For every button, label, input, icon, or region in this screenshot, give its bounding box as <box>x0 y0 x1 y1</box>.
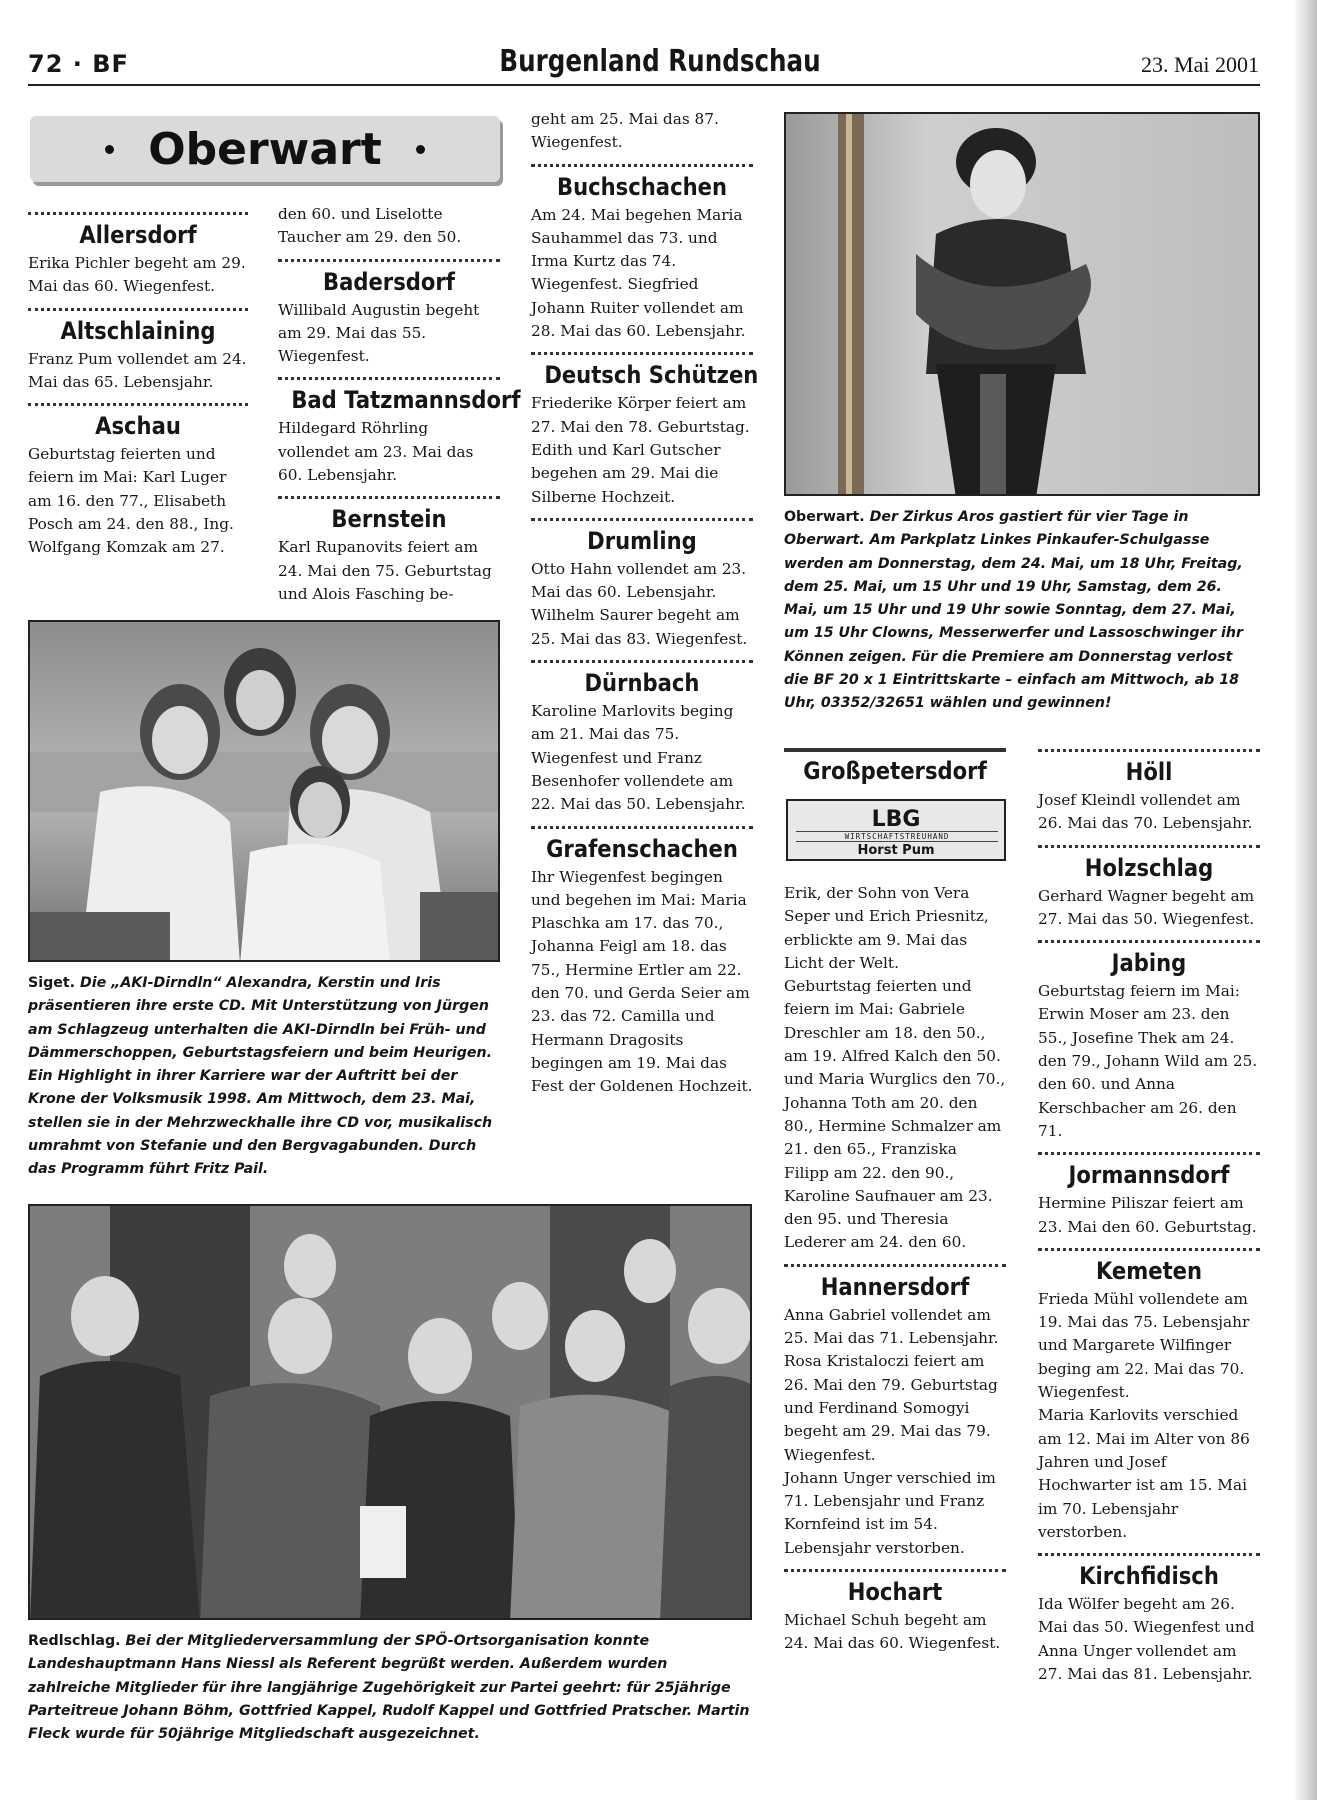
text-hannersdorf-1: Anna Gabriel vollendet am 25. Mai das 71. Lebensjahr. Rosa Kristaloczi feiert am 26. Mai den 79. Geburtstag und Ferdinand Somogyi begeht am 29. Mai das 79. Wiegenfest. <box>784 1305 999 1464</box>
caption-redlschlag-text: Bei der Mitgliederversammlung der SPÖ-Ortsorganisation konnte Landeshauptmann Hans Niessl als Referent begrüßt werden. Außerdem wurden zahlreiche Mitglieder für ihre langjährige Zugehörigkeit zur Partei geehrt: für 25jährige Parteitreue Johann Böhm, Gottfried Kappel, Rudolf Kappel und Gottfried Pratscher. Martin Fleck wurde für 50jährige Mitgliedschaft ausgezeichnet. <box>28 1633 750 1743</box>
text-allersdorf: Erika Pichler begeht am 29. Mai das 60. Wiegenfest. <box>28 254 246 296</box>
text-holzschlag: Gerhard Wagner begeht am 27. Mai das 50. Wiegenfest. <box>1038 886 1255 928</box>
dotted-separator <box>278 259 500 262</box>
heading-aschau: Aschau <box>95 412 181 441</box>
text-grafenschachen: Ihr Wiegenfest begingen und begehen im Mai: Maria Plaschka am 17. das 70., Johanna Feigl am 18. das 75., Hermine Ertler am 22. den 70. und Gerda Seier am 23. das 72. Camilla und Hermann Dragosits begingen am 19. Mai das Fest der Goldenen Hochzeit. <box>531 867 753 1096</box>
heading-bernstein: Bernstein <box>331 505 447 534</box>
heading-badersdorf: Badersdorf <box>322 267 455 296</box>
text-deutsch-schuetzen: Friederike Körper feiert am 27. Mai den 78. Geburtstag. Edith und Karl Gutscher begehen am 29. Mai die Silberne Hochzeit. <box>531 394 750 506</box>
column-3 <box>531 108 759 1099</box>
bullet-icon <box>416 145 425 154</box>
bullet-icon <box>105 145 114 154</box>
column-4 <box>784 754 1006 788</box>
caption-oberwart <box>784 506 1260 716</box>
heading-grosspetersdorf: Großpetersdorf <box>803 757 987 785</box>
text-jabing: Geburtstag feiern im Mai: Erwin Moser am 23. den 55., Josefine Thek am 24. den 79., Johann Wild am 25. den 60. und Anna Kerschbacher am 26. den 71. <box>1038 982 1258 1140</box>
newspaper-title: Burgenland Rundschau <box>499 44 821 79</box>
dotted-separator <box>1038 845 1260 848</box>
dotted-separator <box>531 164 753 167</box>
photo-oberwart <box>784 112 1260 496</box>
column-2 <box>278 203 521 606</box>
dotted-separator <box>531 826 753 829</box>
caption-oberwart-place: Oberwart. <box>784 509 865 525</box>
advert-logo-subtitle: WIRTSCHAFTSTREUHAND <box>796 831 998 842</box>
text-badersdorf: Willibald Augustin begeht am 29. Mai das 55. Wiegenfest. <box>278 300 480 366</box>
caption-redlschlag-place: Redlschlag. <box>28 1633 121 1649</box>
dotted-separator <box>531 660 753 663</box>
heading-deutsch-schuetzen: Deutsch Schützen <box>544 361 759 390</box>
heading-jabing: Jabing <box>1111 949 1187 978</box>
heading-hochart: Hochart <box>847 1578 943 1607</box>
text-buchschachen: Am 24. Mai begehen Maria Sauhammel das 73. und Irma Kurtz das 74. Wiegenfest. Siegfried Johann Ruiter vollendet am 28. Mai das 60. Lebensjahr. <box>531 205 746 341</box>
heading-drumling: Drumling <box>587 526 697 555</box>
header-rule <box>28 84 1260 86</box>
caption-oberwart-text: Der Zirkus Aros gastiert für vier Tage in Oberwart. Am Parkplatz Linkes Pinkaufer-Schulgasse werden am Donnerstag, dem 24. Mai, um 18 Uhr, Freitag, dem 25. Mai, um 15 Uhr und 19 Uhr, Samstag, dem 26. Mai, um 15 Uhr und 19 Uhr sowie Sonntag, dem 27. Mai, um 15 Uhr Clowns, Messerwerfer und Lassoschwinger ihr Können zeigen. Für die Premiere am Donnerstag verlost die BF 20 x 1 Eintrittskarte – einfach am Mittwoch, ab 18 Uhr, 03352/32651 wählen und gewinnen! <box>784 509 1244 712</box>
text-jormannsdorf: Hermine Piliszar feiert am 23. Mai den 60. Geburtstag. <box>1038 1194 1257 1236</box>
text-altschlaining: Franz Pum vollendet am 24. Mai das 65. Lebensjahr. <box>28 349 247 391</box>
text-hannersdorf-2: Johann Unger verschied im 71. Lebensjahr und Franz Kornfeind ist im 54. Lebensjahr verstorben. <box>784 1468 996 1557</box>
text-aschau: Geburtstag feierten und feiern im Mai: Karl Luger am 16. den 77., Elisabeth Posch am 24. den 88., Ing. Wolfgang Komzak am 27. <box>28 445 234 557</box>
dotted-separator <box>28 212 248 215</box>
heading-hannersdorf: Hannersdorf <box>820 1272 970 1301</box>
advert-logo-box <box>786 799 1006 861</box>
text-kemeten-1: Frieda Mühl vollendete am 19. Mai das 75. Lebensjahr und Margarete Wilfinger beging am 22. Mai das 70. Wiegenfest. <box>1038 1289 1250 1402</box>
text-kirchfidisch: Ida Wölfer begeht am 26. Mai das 50. Wiegenfest und Anna Unger vollendet am 27. Mai das 81. Lebensjahr. <box>1038 1595 1255 1684</box>
text-kemeten-2: Maria Karlovits verschied am 12. Mai im Alter von 86 Jahren und Josef Hochwarter ist am 15. Mai im 70. Lebensjahr verstorben. <box>1038 1406 1250 1541</box>
photo-siget-image <box>30 622 500 962</box>
caption-siget <box>28 972 500 1182</box>
heading-hoell: Höll <box>1125 758 1173 786</box>
dotted-separator <box>28 403 248 406</box>
caption-siget-place: Siget. <box>28 975 76 991</box>
section-title: Oberwart <box>148 123 382 175</box>
heading-jormannsdorf: Jormannsdorf <box>1068 1161 1230 1190</box>
dotted-separator <box>784 1264 1006 1267</box>
advert-logo-mark: LBG <box>871 807 921 832</box>
scan-edge-shadow <box>1293 0 1317 1800</box>
page-number: 72 · BF <box>28 50 129 78</box>
column-4-body <box>784 882 1006 1656</box>
text-duernbach: Karoline Marlovits beging am 21. Mai das 75. Wiegenfest und Franz Besenhofer vollendete am 22. Mai das 50. Lebensjahr. <box>531 702 746 814</box>
section-rule <box>784 748 1006 752</box>
dotted-separator <box>1038 1553 1260 1556</box>
caption-redlschlag <box>28 1630 752 1746</box>
photo-redlschlag <box>28 1204 752 1620</box>
caption-siget-text: Die „AKI-Dirndln“ Alexandra, Kerstin und Iris präsentieren ihre erste CD. Mit Unterstützung von Jürgen am Schlagzeug unterhalten die AKI-Dirndln bei Früh- und Dämmerschoppen, Geburtstagsfeiern und beim Heurigen. Ein Highlight in ihrer Karriere war der Auftritt bei der Krone der Volksmusik 1998. Am Mittwoch, dem 23. Mai, stellen sie in der Mehrzweckhalle ihre CD vor, musikalisch umrahmt von Stefanie und den Bergvagabunden. Durch das Programm führt Fritz Pail. <box>28 975 493 1178</box>
dotted-separator <box>784 1569 1006 1572</box>
column-1 <box>28 196 248 560</box>
heading-duernbach: Dürnbach <box>584 669 700 698</box>
heading-holzschlag: Holzschlag <box>1084 853 1214 882</box>
photo-redlschlag-image <box>30 1206 752 1620</box>
dotted-separator <box>1038 1152 1260 1155</box>
dotted-separator <box>1038 1248 1260 1251</box>
column-5 <box>1038 740 1260 1686</box>
text-bernstein: Karl Rupanovits feiert am 24. Mai den 75. Geburtstag und Alois Fasching be- <box>278 538 492 603</box>
dotted-separator <box>531 518 753 521</box>
photo-siget <box>28 620 500 962</box>
text-hoell: Josef Kleindl vollendet am 26. Mai das 70. Lebensjahr. <box>1038 791 1253 833</box>
text-continued: geht am 25. Mai das 87. Wiegenfest. <box>531 110 719 152</box>
heading-buchschachen: Buchschachen <box>556 172 727 201</box>
issue-date: 23. Mai 2001 <box>1141 52 1259 77</box>
photo-oberwart-image <box>786 114 1260 496</box>
text-grosspetersdorf-2: Geburtstag feierten und feiern im Mai: Gabriele Dreschler am 18. den 50., am 19. Alfred Kalch den 50. und Maria Wurglics den 70., Johanna Toth am 20. den 80., Hermine Schmalzer am 21. den 65., Franziska Filipp am 22. den 90., Karoline Saufnauer am 23. den 95. und Theresia Lederer am 24. den 60. <box>784 977 1006 1252</box>
heading-kirchfidisch: Kirchfidisch <box>1079 1562 1219 1591</box>
advert-logo-name: Horst Pum <box>857 843 935 858</box>
dotted-separator <box>278 377 500 380</box>
heading-altschlaining: Altschlaining <box>60 316 216 345</box>
text-hochart: Michael Schuh begeht am 24. Mai das 60. Wiegenfest. <box>784 1611 1001 1653</box>
dotted-separator <box>28 308 248 311</box>
heading-kemeten: Kemeten <box>1095 1256 1203 1285</box>
text-grosspetersdorf-1: Erik, der Sohn von Vera Seper und Erich Priesnitz, erblickte am 9. Mai das Licht der Welt. <box>784 884 989 972</box>
dotted-separator <box>278 496 500 499</box>
heading-grafenschachen: Grafenschachen <box>546 834 738 863</box>
dotted-separator <box>1038 940 1260 943</box>
text-drumling: Otto Hahn vollendet am 23. Mai das 60. Lebensjahr. Wilhelm Saurer begeht am 25. Mai das 83. Wiegenfest. <box>531 559 748 648</box>
section-banner <box>30 116 500 182</box>
dotted-separator <box>531 352 753 355</box>
heading-bad-tatzmannsdorf: Bad Tatzmannsdorf <box>291 386 521 415</box>
text-bad-tatzmannsdorf: Hildegard Röhrling vollendet am 23. Mai das 60. Lebensjahr. <box>278 419 474 485</box>
heading-allersdorf: Allersdorf <box>79 221 197 249</box>
dotted-separator <box>1038 749 1260 752</box>
text-continued: den 60. und Liselotte Taucher am 29. den 50. <box>278 205 462 247</box>
